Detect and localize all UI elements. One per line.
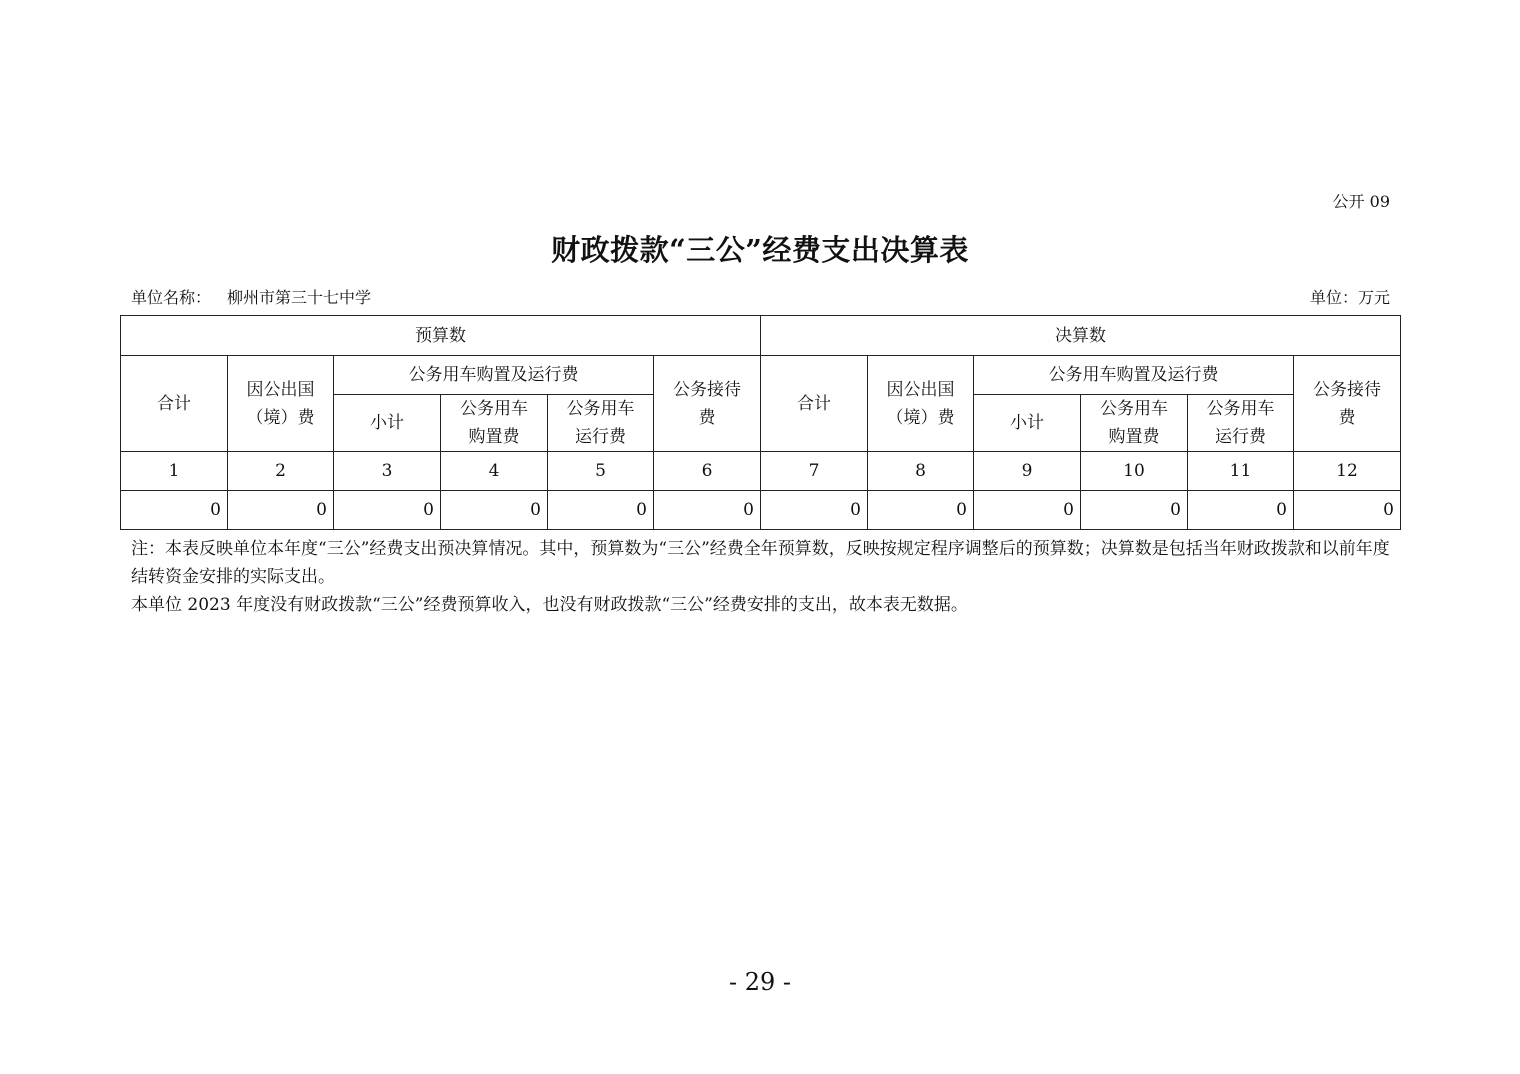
budget-total-header: 合计 xyxy=(121,356,228,452)
travel-line-2: （境）费 xyxy=(886,407,955,428)
table-cell-value: 0 xyxy=(974,491,1081,530)
table-header-row-1 xyxy=(121,316,1401,356)
budget-subtotal-header: 小计 xyxy=(334,395,441,452)
note-2: 本单位 2023 年度没有财政拨款“三公”经费预算收入，也没有财政拨款“三公”经费安排的支出，故本表无数据。 xyxy=(131,595,968,615)
column-number: 1 xyxy=(121,452,228,491)
reception-line-2: 费 xyxy=(1338,407,1356,428)
column-number: 4 xyxy=(441,452,548,491)
final-reception-header xyxy=(1294,356,1401,452)
budget-car-buy-header xyxy=(441,395,548,452)
car-buy-line-1: 公务用车 xyxy=(460,399,528,419)
final-header: 决算数 xyxy=(761,316,1401,356)
reception-line-2: 费 xyxy=(698,407,716,428)
unit-name-label: 单位名称： xyxy=(131,288,212,307)
table-cell-value: 0 xyxy=(548,491,654,530)
final-subtotal-header: 小计 xyxy=(974,395,1081,452)
car-buy-line-2: 购置费 xyxy=(468,427,520,447)
table-cell-value: 0 xyxy=(1294,491,1401,530)
page-number: - 29 - xyxy=(728,968,791,996)
table-cell-value: 0 xyxy=(1081,491,1188,530)
table-cell-value: 0 xyxy=(761,491,868,530)
final-total-header: 合计 xyxy=(761,356,868,452)
table-header-row-2 xyxy=(121,356,1401,395)
budget-reception-header xyxy=(654,356,761,452)
final-car-group-header: 公务用车购置及运行费 xyxy=(974,356,1294,395)
reception-line-1: 公务接待 xyxy=(673,379,741,400)
note-1: 注：本表反映单位本年度“三公”经费支出预决算情况。其中，预算数为“三公”经费全年预算数，反映按规定程序调整后的预算数；决算数是包括当年财政拨款和以前年度结转资金安排的实际支出。 xyxy=(131,539,1390,587)
travel-line-2: （境）费 xyxy=(246,407,315,428)
column-number: 6 xyxy=(654,452,761,491)
car-buy-line-1: 公务用车 xyxy=(1100,399,1168,419)
column-number-row xyxy=(121,452,1401,491)
three-public-expenses-table xyxy=(120,315,1401,530)
column-number: 8 xyxy=(868,452,974,491)
table-cell-value: 0 xyxy=(654,491,761,530)
budget-travel-header xyxy=(228,356,334,452)
column-number: 9 xyxy=(974,452,1081,491)
final-car-run-header xyxy=(1188,395,1294,452)
table-row xyxy=(121,491,1401,530)
column-number: 12 xyxy=(1294,452,1401,491)
travel-line-1: 因公出国 xyxy=(246,379,315,400)
table-cell-value: 0 xyxy=(334,491,441,530)
unit-label: 单位：万元 xyxy=(1309,288,1390,307)
table-cell-value: 0 xyxy=(121,491,228,530)
final-travel-header xyxy=(868,356,974,452)
budget-header: 预算数 xyxy=(121,316,761,356)
travel-line-1: 因公出国 xyxy=(886,379,955,400)
budget-car-run-header xyxy=(548,395,654,452)
column-number: 11 xyxy=(1188,452,1294,491)
car-run-line-1: 公务用车 xyxy=(566,399,635,419)
budget-car-group-header: 公务用车购置及运行费 xyxy=(334,356,654,395)
final-car-buy-header xyxy=(1081,395,1188,452)
unit-name-value: 柳州市第三十七中学 xyxy=(227,288,372,307)
column-number: 2 xyxy=(228,452,334,491)
unit-name xyxy=(131,285,371,308)
table-cell-value: 0 xyxy=(1188,491,1294,530)
document-code: 公开 09 xyxy=(1332,192,1390,211)
table-cell-value: 0 xyxy=(868,491,974,530)
notes xyxy=(131,535,1391,619)
column-number: 3 xyxy=(334,452,441,491)
column-number: 7 xyxy=(761,452,868,491)
column-number: 5 xyxy=(548,452,654,491)
car-buy-line-2: 购置费 xyxy=(1108,427,1160,447)
column-number: 10 xyxy=(1081,452,1188,491)
car-run-line-1: 公务用车 xyxy=(1206,399,1275,419)
reception-line-1: 公务接待 xyxy=(1313,379,1381,400)
page-title: 财政拨款“三公”经费支出决算表 xyxy=(551,233,969,267)
car-run-line-2: 运行费 xyxy=(1215,427,1266,447)
car-run-line-2: 运行费 xyxy=(575,427,626,447)
table-cell-value: 0 xyxy=(228,491,334,530)
meta-row xyxy=(131,285,1390,308)
table-cell-value: 0 xyxy=(441,491,548,530)
